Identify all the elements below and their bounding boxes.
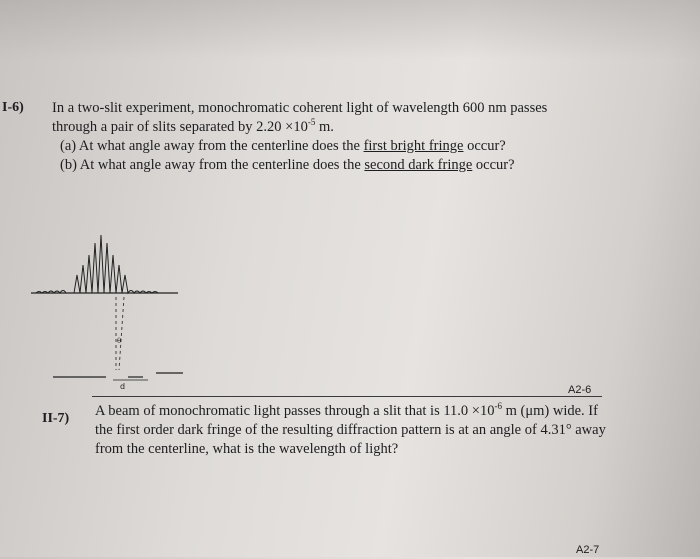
slit-separation-label: d bbox=[120, 382, 126, 391]
problem-text-line: the first order dark fringe of the resulting diffraction pattern is at an angle of 4.31° away bbox=[95, 422, 606, 438]
problem-number: II-7) bbox=[42, 411, 70, 426]
angle-label: θ bbox=[117, 337, 122, 345]
problem-text-line: In a two-slit experiment, monochromatic coherent light of wavelength 600 nm passes bbox=[52, 100, 548, 116]
problem-text-line: A beam of monochromatic light passes through a slit that is $11.0 \times 10^{-6}$ m (μm) wide. If bbox=[95, 401, 598, 419]
section-divider bbox=[92, 396, 602, 397]
page-reference: A2-7 bbox=[576, 544, 600, 556]
page-reference: A2-6 bbox=[568, 384, 592, 396]
photo-shading bbox=[0, 0, 700, 60]
fringe-pattern bbox=[36, 235, 158, 293]
problem-number: I-6) bbox=[2, 100, 24, 115]
interference-diagram bbox=[28, 225, 198, 395]
problem-text-line: through a pair of slits separated by $2.20 \times 10^{-5}$ m. bbox=[52, 117, 334, 135]
question-part-b: (b) At what angle away from the centerline does the second dark fringe occur? bbox=[60, 157, 515, 173]
question-part-a: (a) At what angle away from the centerline does the first bright fringe occur? bbox=[60, 138, 506, 154]
problem-text-line: from the centerline, what is the wavelength of light? bbox=[95, 441, 399, 457]
